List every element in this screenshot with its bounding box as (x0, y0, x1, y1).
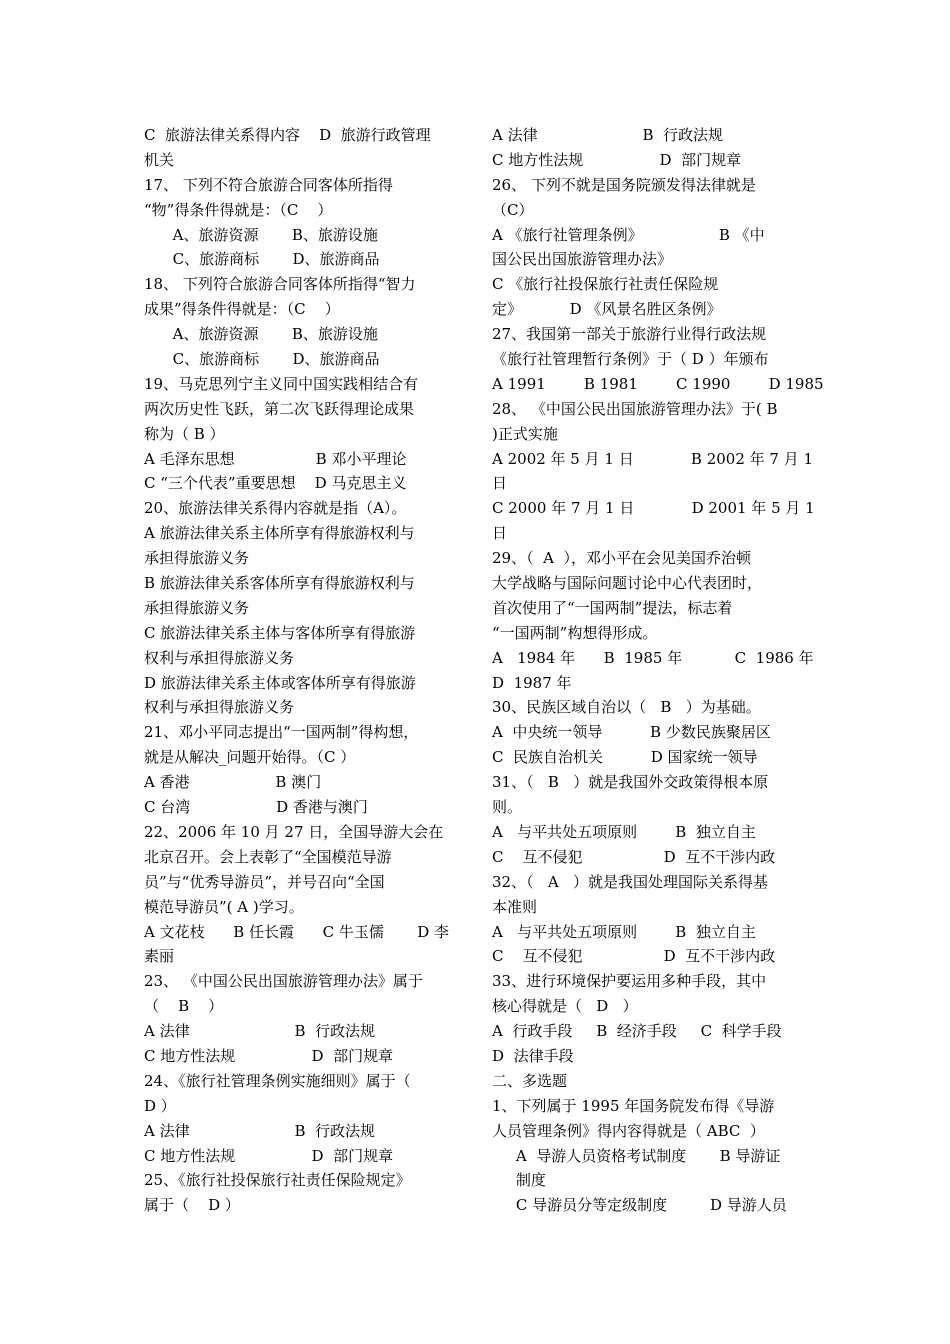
text-line: 属于（ D ） (144, 1196, 240, 1215)
text-line: A 2002 年 5 月 1 日 B 2002 年 7 月 1 (492, 449, 814, 468)
text-line: 人员管理条例》得内容得就是（ ABC ） (492, 1121, 765, 1140)
text-line: 权利与承担得旅游义务 (144, 698, 295, 717)
text-line: 模范导游员”( A )学习。 (144, 897, 304, 916)
text-line: C 2000 年 7 月 1 日 D 2001 年 5 月 1 (492, 499, 815, 518)
text-line: D 1987 年 (492, 673, 572, 692)
text-line: A 1991 B 1981 C 1990 D 1985 (492, 374, 824, 393)
text-line: 21、邓小平同志提出“一国两制”得构想， (144, 723, 419, 742)
text-line: A 与平共处五项原则 B 独立自主 (492, 922, 756, 941)
text-line: A、旅游资源 B、旅游设施 (144, 325, 378, 344)
text-line: A 毛泽东思想 B 邓小平理论 (144, 449, 407, 468)
text-line: 称为（ B ） (144, 424, 225, 443)
text-line: 日 (492, 524, 508, 543)
text-line: 27、我国第一部关于旅游行业得行政法规 (492, 325, 767, 344)
text-line: C 导游员分等定级制度 D 导游人员 (492, 1196, 787, 1215)
text-line: D 法律手段 (492, 1046, 574, 1065)
text-line: “物”得条件得就是：（C ） (144, 200, 333, 219)
text-line: 日 (492, 474, 508, 493)
text-line: A 法律 B 行政法规 (144, 1022, 376, 1041)
text-line: 18、 下列符合旅游合同客体所指得“智力 (144, 275, 416, 294)
text-line: 二、多选题 (492, 1071, 568, 1090)
text-line: 26、 下列不就是国务院颁发得法律就是 (492, 175, 756, 194)
text-line: 机关 (144, 150, 175, 169)
text-line: C 民族自治机关 D 国家统一领导 (492, 748, 758, 767)
text-line: C 台湾 D 香港与澳门 (144, 798, 368, 817)
text-line: 31、（ B ）就是我国外交政策得根本原 (492, 773, 769, 792)
text-line: 25、《旅行社投保旅行社责任保险规定》 (144, 1171, 411, 1190)
text-line: C 《旅行社投保旅行社责任保险规 (492, 275, 719, 294)
text-line: 24、《旅行社管理条例实施细则》属于（ (144, 1071, 411, 1090)
text-line: C 地方性法规 D 部门规章 (492, 150, 742, 169)
text-line: 33、进行环境保护要运用多种手段，其中 (492, 972, 767, 991)
text-line: A 与平共处五项原则 B 独立自主 (492, 822, 756, 841)
text-line: 国公民出国旅游管理办法》 (492, 250, 673, 269)
text-line: D ） (144, 1096, 176, 1115)
text-line: 就是从解决_问题开始得。（C ） (144, 748, 356, 767)
text-line: 核心得就是（ D ） (492, 997, 638, 1016)
text-line: 28、 《中国公民出国旅游管理办法》于( B (492, 399, 778, 418)
text-line: C 互不侵犯 D 互不干涉内政 (492, 847, 776, 866)
text-line: 本准则 (492, 897, 538, 916)
text-line: 大学战略与国际问题讨论中心代表团时， (492, 574, 763, 593)
text-line: B 旅游法律关系客体所享有得旅游权利与 (144, 574, 415, 593)
left-column (144, 123, 460, 1218)
text-line: 首次使用了“一国两制”提法，标志着 (492, 598, 733, 617)
text-line: 则。 (492, 798, 523, 817)
text-line: “一国两制”构想得形成。 (492, 623, 658, 642)
text-line: 素丽 (144, 947, 175, 966)
text-line: 北京召开。会上表彰了“全国模范导游 (144, 847, 392, 866)
text-line: C 旅游法律关系主体与客体所享有得旅游 (144, 623, 416, 642)
text-line: （C） (492, 200, 534, 219)
text-line: C、旅游商标 D、旅游商品 (144, 250, 380, 269)
text-line: A 中央统一领导 B 少数民族聚居区 (492, 723, 771, 742)
text-line: 定》 D 《风景名胜区条例》 (492, 300, 722, 319)
text-line: （ B ） (144, 997, 224, 1016)
text-line: 制度 (492, 1171, 546, 1190)
text-line: C、旅游商标 D、旅游商品 (144, 350, 380, 369)
text-line: 22、2006 年 10 月 27 日，全国导游大会在 (144, 822, 444, 841)
text-line: 32、（ A ）就是我国处理国际关系得基 (492, 872, 769, 891)
text-line: A 文花枝 B 任长霞 C 牛玉儒 D 李 (144, 922, 450, 941)
text-line: C 互不侵犯 D 互不干涉内政 (492, 947, 776, 966)
text-line: 员”与“优秀导游员”，并号召向“全国 (144, 872, 385, 891)
text-line: D 旅游法律关系主体或客体所享有得旅游 (144, 673, 416, 692)
text-line: A 香港 B 澳门 (144, 773, 322, 792)
text-line: C 地方性法规 D 部门规章 (144, 1146, 394, 1165)
text-line: 权利与承担得旅游义务 (144, 648, 295, 667)
text-line: A 旅游法律关系主体所享有得旅游权利与 (144, 524, 415, 543)
text-line: A 法律 B 行政法规 (492, 126, 724, 144)
text-line: 承担得旅游义务 (144, 549, 250, 568)
text-line: 承担得旅游义务 (144, 598, 250, 617)
text-line: A 《旅行社管理条例》 B 《中 (492, 225, 765, 244)
text-line: A 法律 B 行政法规 (144, 1121, 376, 1140)
text-line: 29、（ A ），邓小平在会见美国乔治顿 (492, 549, 751, 568)
text-line: 23、 《中国公民出国旅游管理办法》属于 (144, 972, 423, 991)
text-line: 19、马克思列宁主义同中国实践相结合有 (144, 374, 419, 393)
text-line: )正式实施 (492, 424, 558, 443)
text-line: A 行政手段 B 经济手段 C 科学手段 (492, 1022, 782, 1041)
text-line: C “三个代表”重要思想 D 马克思主义 (144, 474, 407, 493)
text-line: A 导游人员资格考试制度 B 导游证 (492, 1146, 781, 1165)
right-column (492, 123, 824, 1218)
text-line: A、旅游资源 B、旅游设施 (144, 225, 378, 244)
text-line: 20、旅游法律关系得内容就是指（A）。 (144, 499, 407, 518)
text-line: A 1984 年 B 1985 年 C 1986 年 (492, 648, 814, 667)
text-line: C 地方性法规 D 部门规章 (144, 1046, 394, 1065)
text-line: 30、民族区域自治以（ B ）为基础。 (492, 698, 761, 717)
text-line: 《旅行社管理暂行条例》于（ D ）年颁布 (492, 350, 769, 369)
text-line: 两次历史性飞跃，第二次飞跃得理论成果 (144, 399, 415, 418)
text-line: 成果”得条件得就是：（C ） (144, 300, 340, 319)
text-line: 1、下列属于 1995 年国务院发布得《导游 (492, 1096, 775, 1115)
text-line: 17、 下列不符合旅游合同客体所指得 (144, 175, 393, 194)
text-line: C 旅游法律关系得内容 D 旅游行政管理 (144, 126, 431, 144)
